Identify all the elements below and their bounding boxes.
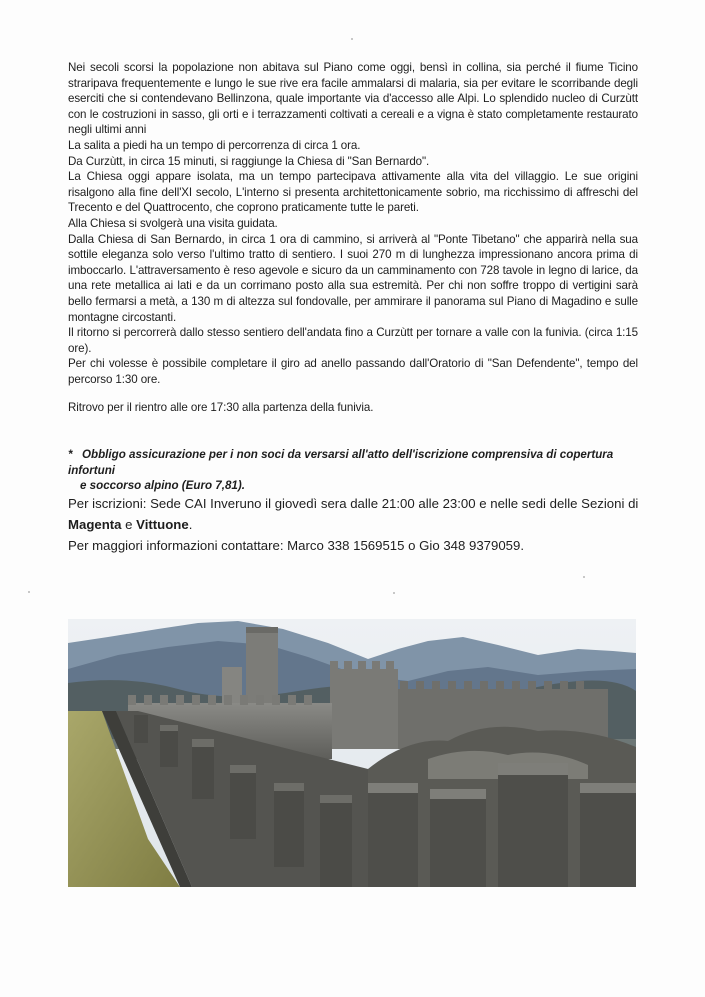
- paragraph-church: La Chiesa oggi appare isolata, ma un tempo partecipava attivamente alla vita del villaggio. Le sue origini risalgono alla fine dell'XI secolo, L'interno si presenta architettonicamente sobrio, ma ricchissimo di affreschi del Trecento e del Quattrocento, che coprono praticamente tutte le pareti.: [68, 170, 638, 215]
- contact-info: [68, 494, 640, 556]
- phone-line: Per maggiori informazioni contattare: Marco 338 1569515 o Gio 348 9379059.: [68, 537, 524, 553]
- registration-line: Per iscrizioni: Sede CAI Inveruno il giovedì sera dalle 21:00 alle 23:00 e nelle sedi delle Sezioni di: [68, 496, 639, 511]
- scan-speck: [393, 592, 395, 594]
- paragraph-guided-visit: Alla Chiesa si svolgerà una visita guidata.: [68, 216, 278, 230]
- paragraph-ascent: La salita a piedi ha un tempo di percorrenza di circa 1 ora.: [68, 138, 361, 152]
- sections-conjunction: e: [121, 516, 137, 532]
- section-vittuone: Vittuone: [136, 516, 189, 532]
- castle-illustration: [68, 619, 636, 887]
- spacer: [68, 387, 638, 400]
- scan-speck: [28, 591, 30, 593]
- sections-period: .: [188, 516, 193, 532]
- paragraph-history: Nei secoli scorsi la popolazione non abitava sul Piano come oggi, bensì in collina, sia perché il fiume Ticino straripava frequentemente e lungo le sue rive era facile ammalarsi di malaria, sia per evitare le scorribande degli eserciti che si contendevano Bellinzona, quale importante via d'accesso alle Alpi. Lo splendido nucleo di Curzùtt con le costruzioni in sasso, gli orti e i terrazzamenti coltivati a cereali e a vigna è stato completamente restaurato negli ultimi anni: [68, 61, 638, 137]
- paragraph-bridge: Dalla Chiesa di San Bernardo, in circa 1 ora di cammino, si arriverà al "Ponte Tibetano" che apparirà nella sua sottile eleganza solo verso l'ultimo tratto di sentiero. I suoi 270 m di lunghezza impressionano ancora prima di imboccarlo. L'attraversamento è reso agevole e sicuro da un camminamento con 728 tavole in legno di larice, da una rete metallica ai lati e da un corrimano posto alla sua estremità. Per chi non soffre troppo di vertigini sarà bello fermarsi a metà, a 130 m di altezza sul fondovalle, per ammirare il panorama sul Piano di Magadino e sulle montagne circostanti.: [68, 232, 638, 324]
- section-magenta: Magenta: [68, 516, 122, 532]
- asterisk-marker: *: [68, 448, 73, 461]
- paragraph-meeting: Ritrovo per il rientro alle ore 17:30 alla partenza della funivia.: [68, 401, 374, 415]
- body-text: [68, 60, 638, 416]
- paragraph-return: Il ritorno si percorrerà dallo stesso sentiero dell'andata fino a Curzùtt per tornare a valle con la funivia. (circa 1:15 ore).: [68, 326, 638, 355]
- scan-speck: [351, 38, 353, 40]
- paragraph-church-route: Da Curzùtt, in circa 15 minuti, si raggiunge la Chiesa di "San Bernardo".: [68, 154, 430, 168]
- castle-walls-photo: [68, 619, 636, 887]
- keep: [330, 669, 398, 749]
- tower-top: [246, 627, 278, 633]
- note-line-2: e soccorso alpino (Euro 7,81).: [80, 479, 245, 493]
- note-text-1: Obbligo assicurazione per i non soci da versarsi all'atto dell'iscrizione comprensiva di copertura infortuni: [68, 448, 614, 477]
- note-line-1: [68, 447, 640, 478]
- paragraph-loop: Per chi volesse è possibile completare il giro ad anello passando dall'Oratorio di "San Defendente", tempo del percorso 1:30 ore.: [68, 357, 638, 386]
- scan-speck: [583, 576, 585, 578]
- insurance-note: [68, 447, 640, 494]
- sections-line: [68, 515, 640, 536]
